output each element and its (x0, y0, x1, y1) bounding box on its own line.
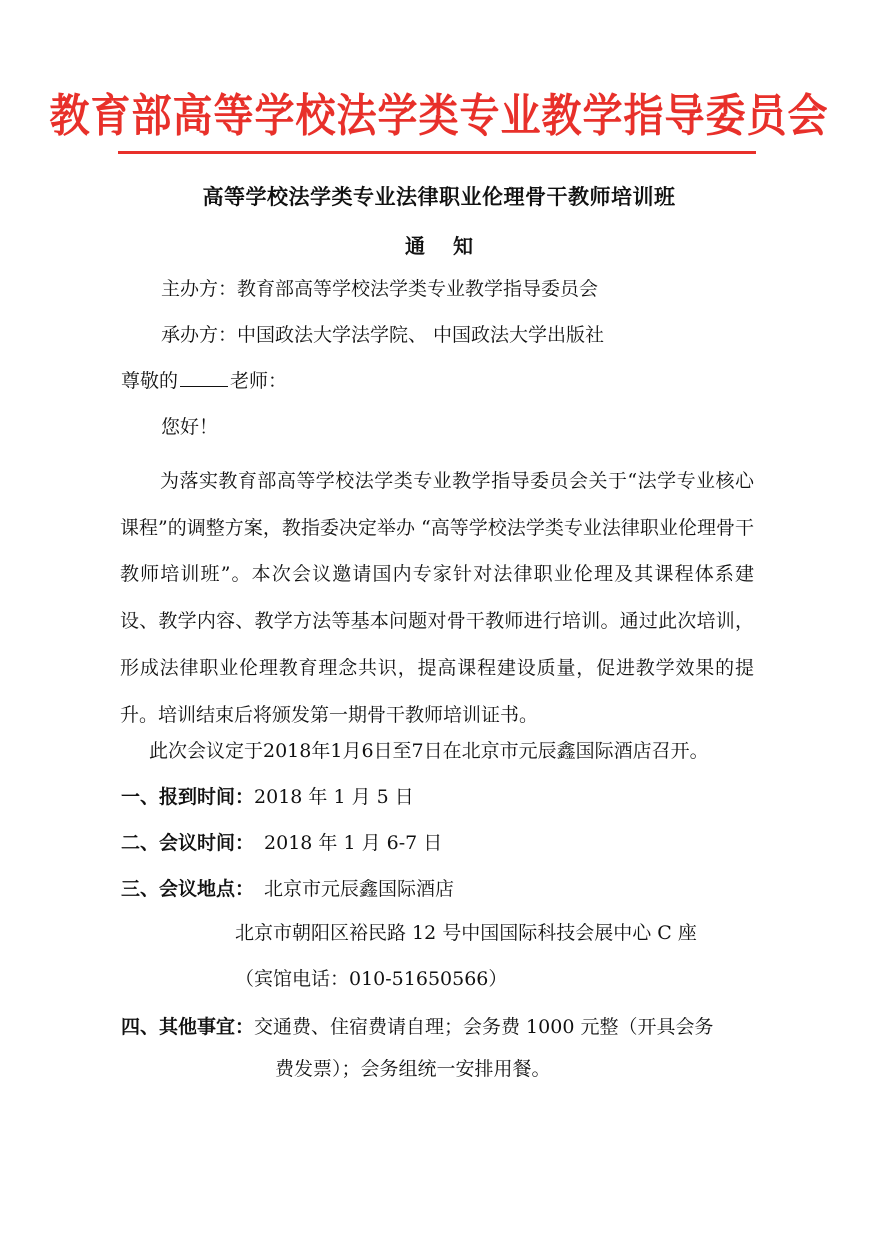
name-blank (180, 368, 228, 387)
host-label: 主办方： (161, 278, 238, 300)
other-label: 四、其他事宜： (121, 1016, 255, 1038)
co-organizer-line (161, 322, 604, 348)
venue-phone: （宾馆电话：010-51650566） (235, 968, 508, 990)
salutation-suffix: 老师： (230, 370, 288, 392)
greeting: 您好！ (161, 416, 219, 438)
other-value-line1: 交通费、住宿费请自理；会务费 1000 元整（开具会务 (254, 1016, 714, 1038)
notice-title: 高等学校法学类专业法律职业伦理骨干教师培训班 (202, 185, 676, 209)
notice-subtitle-char-2: 知 (453, 234, 473, 258)
host-line (161, 276, 598, 302)
body-paragraph: 为落实教育部高等学校法学类专业教学指导委员会关于“法学专业核心课程”的调整方案，教指委决定举办 “高等学校法学类专业法律职业伦理骨干教师培训班”。本次会议邀请国内专家针对法律职业伦理及其课程体系建设、教学内容、教学方法等基本问题对骨干教师进行培训。通过此次培训，形成法律职业伦理教育理念共识，提高课程建设质量，促进教学效果的提升。培训结束后将颁发第一期骨干教师培训证书。 (120, 470, 754, 726)
notice-subtitle (0, 230, 878, 259)
meeting-sentence: 此次会议定于2018年1月6日至7日在北京市元辰鑫国际酒店召开。 (149, 740, 709, 762)
venue-label: 三、会议地点： (121, 878, 255, 900)
venue-address: 北京市朝阳区裕民路 12 号中国国际科技会展中心 C 座 (235, 922, 697, 944)
co-organizer-value: 中国政法大学法学院、 中国政法大学出版社 (237, 324, 605, 346)
venue-item (121, 876, 454, 902)
meeting-time-label: 二、会议时间： (121, 832, 255, 854)
checkin-value: 2018 年 1 月 5 日 (254, 786, 414, 808)
venue-value: 北京市元辰鑫国际酒店 (264, 878, 455, 900)
co-organizer-label: 承办方： (161, 324, 238, 346)
salutation-line (121, 368, 287, 394)
salutation-prefix: 尊敬的 (121, 370, 179, 392)
letterhead-red-rule (118, 151, 756, 154)
notice-subtitle-char-1: 通 (405, 234, 425, 258)
checkin-item (121, 784, 414, 810)
checkin-label: 一、报到时间： (121, 786, 255, 808)
meeting-time-value: 2018 年 1 月 6-7 日 (264, 832, 443, 854)
other-item (121, 1014, 713, 1040)
other-value-line2: 费发票）；会务组统一安排用餐。 (275, 1058, 551, 1080)
meeting-time-item (121, 830, 442, 856)
letterhead-org-name: 教育部高等学校法学类专业教学指导委员会 (49, 90, 829, 143)
host-value: 教育部高等学校法学类专业教学指导委员会 (237, 278, 599, 300)
